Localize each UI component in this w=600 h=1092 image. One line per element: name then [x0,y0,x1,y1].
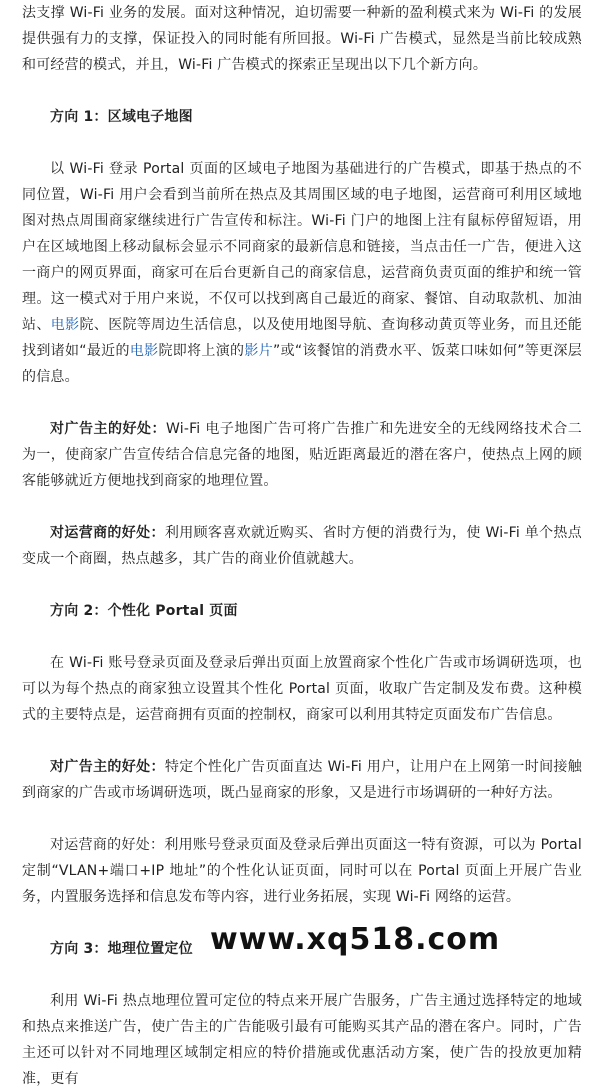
article-body [22,0,582,1092]
section-heading-1: 方向 1：区域电子地图 [50,109,193,125]
spacer [22,390,582,416]
paragraph-text: 院即将上演的 [158,343,245,359]
spacer [22,494,582,520]
portal-description-paragraph: 在 Wi-Fi 账号登录页面及登录后弹出页面上放置商家个性化广告或市场调研选项，也可以为每个热点的商家独立设置其个性化 Portal 页面，收取广告定制及发布费。这种模式的主要特点是，运营商拥有页面的控制权，商家可以利用其特定页面发布广告信息。 [22,655,582,723]
film-link[interactable]: 影片 [244,343,274,359]
operator-benefit-paragraph-1 [22,520,582,572]
benefit-label: 对广告主的好处： [50,759,165,775]
paragraph-text: Wi-Fi 电子地图广告可将广告推广和先进安全的无线网络技术合二为一，使商家广告宣传结合信息完备的地图，贴近距离最近的潜在客户，使热点上网的顾客能够就近方便地找到商家的地理位置。 [22,421,583,489]
advertiser-benefit-paragraph-2 [22,754,582,806]
spacer [22,78,582,104]
paragraph-text: ”或“该餐馆的消费水平、饭菜口味如何”等更深层的信息。 [22,343,582,385]
movie-link[interactable]: 电影 [129,343,159,359]
paragraph-text: 利用顾客喜欢就近购买、省时方便的消费行为，使 Wi-Fi 单个热点变成一个商圈，热点越多，其广告的商业价值就越大。 [22,525,582,567]
spacer [22,624,582,650]
section-heading-3: 方向 3：地理位置定位 [50,941,193,957]
spacer [22,130,582,156]
location-description-paragraph: 利用 Wi-Fi 热点地理位置可定位的特点来开展广告服务，广告主通过选择特定的地域和热点来推送广告，使广告主的广告能吸引最有可能购买其产品的潜在客户。同时，广告主还可以针对不同地理区域制定相应的特价措施或优惠活动方案，使广告的投放更加精准，更有 [22,993,582,1087]
benefit-label: 对运营商的好处： [50,525,165,541]
map-description-paragraph [22,156,582,390]
movie-link[interactable]: 电影 [50,317,80,333]
intro-paragraph: 法支撑 Wi-Fi 业务的发展。面对这种情况，迫切需要一种新的盈利模式来为 Wi-Fi 的发展提供强有力的支撑，保证投入的同时能有所回报。Wi-Fi 广告模式，显然是当前比较成熟和可经营的模式，并且，Wi-Fi 广告模式的探索正呈现出以下几个新方向。 [22,5,582,73]
advertiser-benefit-paragraph-1 [22,416,582,494]
paragraph-text: 院、医院等周边生活信息，以及使用地图导航、查询移动黄页等业务，而且还能找到诸如“最近的 [22,317,583,359]
spacer [22,910,582,936]
section-heading-2: 方向 2：个性化 Portal 页面 [50,603,238,619]
spacer [22,962,582,988]
site-watermark: www.xq518.com [210,922,501,957]
spacer [22,806,582,832]
operator-benefit-paragraph-2: 对运营商的好处：利用账号登录页面及登录后弹出页面这一特有资源，可以为 Portal 定制“VLAN+端口+IP 地址”的个性化认证页面，同时可以在 Portal 页面上开展广告业务，内置服务选择和信息发布等内容，进行业务拓展，实现 Wi-Fi 网络的运营。 [22,837,582,905]
spacer [22,728,582,754]
spacer [22,572,582,598]
paragraph-text: 以 Wi-Fi 登录 Portal 页面的区域电子地图为基础进行的广告模式，即基于热点的不同位置，Wi-Fi 用户会看到当前所在热点及其周围区域的电子地图，运营商可利用区域地图对热点周围商家继续进行广告宣传和标注。Wi-Fi 门户的地图上注有鼠标停留短语，用户在区域地图上移动鼠标会显示不同商家的最新信息和链接，当点击任一广告，便进入这一商户的网页界面，商家可在后台更新自己的商家信息，运营商负责页面的维护和统一管理。这一模式对于用户来说，不仅可以找到离自己最近的商家、餐馆、自动取款机、加油站、 [22,161,582,333]
benefit-label: 对广告主的好处： [50,421,166,437]
paragraph-text: 特定个性化广告页面直达 Wi-Fi 用户，让用户在上网第一时间接触到商家的广告或市场调研选项，既凸显商家的形象，又是进行市场调研的一种好方法。 [22,759,582,801]
